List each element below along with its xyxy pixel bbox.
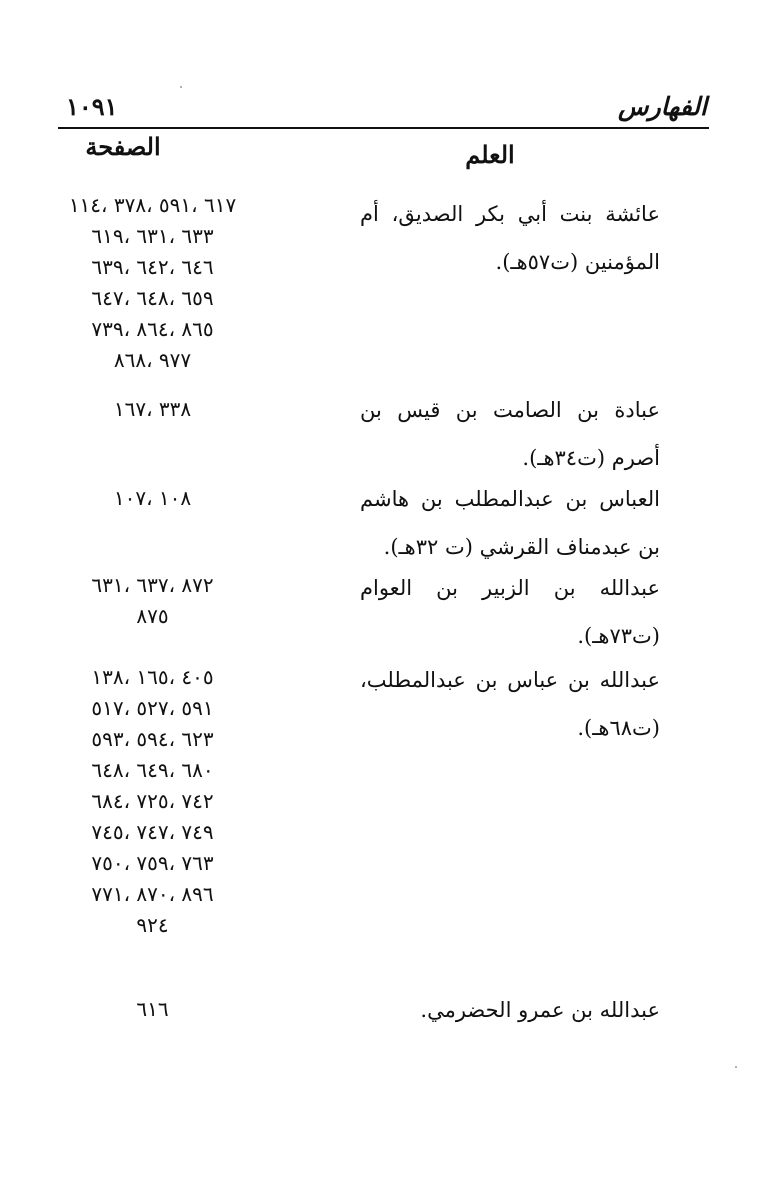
entry-pages — [40, 662, 265, 941]
entry-name: عبدالله بن عباس بن عبدالمطلب، (ت٦٨هـ). — [360, 668, 660, 740]
page-ref-line: ٩٧٧ ،٨٦٨ — [113, 348, 192, 372]
entry-pages — [40, 394, 265, 425]
page-ref-line: ٨٧٥ — [136, 604, 169, 628]
entry-pages — [40, 570, 265, 632]
entry-pages — [40, 190, 265, 376]
page-ref-line: ٧٦٣ ،٧٥٩ ،٧٥٠ — [91, 851, 214, 875]
page-ref-line: ٨٦٥ ،٨٦٤ ،٧٣٩ — [91, 317, 214, 341]
page-ref-line: ٧٤٩ ،٧٤٧ ،٧٤٥ — [91, 820, 214, 844]
page-ref-line: ٦١٧ ،٥٩١ ،٣٧٨ ،١١٤ — [68, 193, 237, 217]
column-heading-name: العلم — [465, 140, 515, 169]
column-heading-page: الصفحة — [85, 132, 161, 161]
page-ref-line: ٦١٦ — [136, 997, 169, 1021]
entry-name: عبادة بن الصامت بن قيس بن أصرم (ت٣٤هـ). — [360, 398, 660, 470]
scan-speck — [180, 86, 182, 88]
entry-name: العباس بن عبدالمطلب بن هاشم بن عبدمناف القرشي (ت ٣٢هـ). — [360, 487, 660, 559]
page-number: ١٠٩١ — [66, 92, 118, 121]
page-ref-line: ٩٢٤ — [136, 913, 169, 937]
running-title: الفهارس — [618, 92, 707, 121]
header-rule — [58, 127, 709, 129]
page-ref-line: ٨٩٦ ،٨٧٠ ،٧٧١ — [91, 882, 214, 906]
page-ref-line: ٨٧٢ ،٦٣٧ ،٦٣١ — [91, 573, 214, 597]
page-ref-line: ٧٤٢ ،٧٢٥ ،٦٨٤ — [91, 789, 214, 813]
entry-name: عائشة بنت أبي بكر الصديق، أم المؤمنين (ت٥٧هـ). — [360, 202, 660, 274]
page-ref-line: ٥٩١ ،٥٢٧ ،٥١٧ — [91, 696, 214, 720]
scan-speck — [735, 1066, 737, 1068]
page-ref-line: ٦٣٣ ،٦٣١ ،٦١٩ — [91, 224, 214, 248]
page-ref-line: ٦٨٠ ،٦٤٩ ،٦٤٨ — [91, 758, 214, 782]
page-ref-line: ٤٠٥ ،١٦٥ ،١٣٨ — [91, 665, 214, 689]
page-ref-line: ٦٢٣ ،٥٩٤ ،٥٩٣ — [91, 727, 214, 751]
page-ref-line: ١٠٨ ،١٠٧ — [113, 486, 192, 510]
page-ref-line: ٣٣٨ ،١٦٧ — [113, 397, 192, 421]
entry-name: عبدالله بن عمرو الحضرمي. — [420, 998, 660, 1022]
page-ref-line: ٦٤٦ ،٦٤٢ ،٦٣٩ — [91, 255, 214, 279]
entry-pages — [40, 994, 265, 1025]
entry-name: عبدالله بن الزبير بن العوام (ت٧٣هـ). — [360, 576, 660, 648]
page-ref-line: ٦٥٩ ،٦٤٨ ،٦٤٧ — [91, 286, 214, 310]
entry-pages — [40, 483, 265, 514]
